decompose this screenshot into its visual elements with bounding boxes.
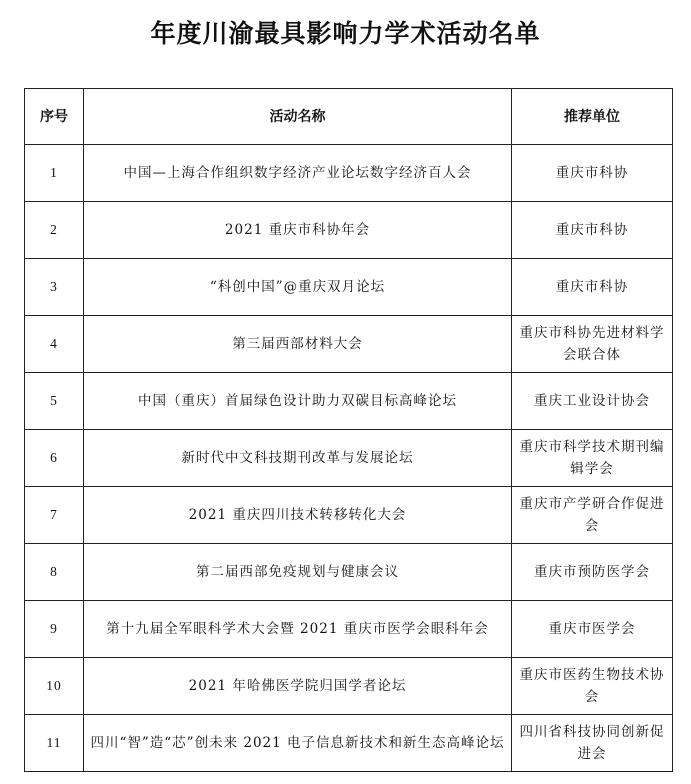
recommending-org: 重庆市医药生物技术协会 (512, 658, 673, 715)
table-row (25, 373, 673, 430)
recommending-org: 重庆市预防医学会 (512, 544, 673, 601)
activity-name: 2021 年哈佛医学院归国学者论坛 (84, 658, 512, 715)
row-number: 6 (25, 430, 84, 487)
table-row (25, 316, 673, 373)
row-number: 11 (25, 715, 84, 772)
table-row (25, 145, 673, 202)
recommending-org: 重庆市医学会 (512, 601, 673, 658)
recommending-org: 重庆市科协 (512, 145, 673, 202)
row-number: 1 (25, 145, 84, 202)
activity-name: 第三届西部材料大会 (84, 316, 512, 373)
header-activity: 活动名称 (84, 89, 512, 145)
header-organization: 推荐单位 (512, 89, 673, 145)
page-title: 年度川渝最具影响力学术活动名单 (150, 19, 541, 48)
table-row (25, 202, 673, 259)
activity-name: 四川“智”造“芯”创未来 2021 电子信息新技术和新生态高峰论坛 (84, 715, 512, 772)
recommending-org: 重庆市科协先进材料学会联合体 (512, 316, 673, 373)
recommending-org: 四川省科技协同创新促进会 (512, 715, 673, 772)
activity-name: 2021 重庆四川技术转移转化大会 (84, 487, 512, 544)
table-row (25, 601, 673, 658)
row-number: 5 (25, 373, 84, 430)
row-number: 7 (25, 487, 84, 544)
row-number: 2 (25, 202, 84, 259)
table-row (25, 715, 673, 772)
activity-name: 2021 重庆市科协年会 (84, 202, 512, 259)
activity-name: 第十九届全军眼科学术大会暨 2021 重庆市医学会眼科年会 (84, 601, 512, 658)
row-number: 9 (25, 601, 84, 658)
activity-table (24, 88, 673, 772)
table-row (25, 430, 673, 487)
recommending-org: 重庆市科协 (512, 202, 673, 259)
table-row (25, 658, 673, 715)
header-number: 序号 (25, 89, 84, 145)
recommending-org: 重庆市科协 (512, 259, 673, 316)
activity-name: 第二届西部免疫规划与健康会议 (84, 544, 512, 601)
recommending-org: 重庆市产学研合作促进会 (512, 487, 673, 544)
table-row (25, 487, 673, 544)
recommending-org: 重庆工业设计协会 (512, 373, 673, 430)
table-row (25, 544, 673, 601)
activity-name: 中国（重庆）首届绿色设计助力双碳目标高峰论坛 (84, 373, 512, 430)
row-number: 8 (25, 544, 84, 601)
table-row (25, 259, 673, 316)
activity-name: “科创中国”@重庆双月论坛 (84, 259, 512, 316)
activity-name: 中国—上海合作组织数字经济产业论坛数字经济百人会 (84, 145, 512, 202)
row-number: 4 (25, 316, 84, 373)
activity-name: 新时代中文科技期刊改革与发展论坛 (84, 430, 512, 487)
recommending-org: 重庆市科学技术期刊编辑学会 (512, 430, 673, 487)
table-header-row (25, 89, 673, 145)
row-number: 10 (25, 658, 84, 715)
row-number: 3 (25, 259, 84, 316)
